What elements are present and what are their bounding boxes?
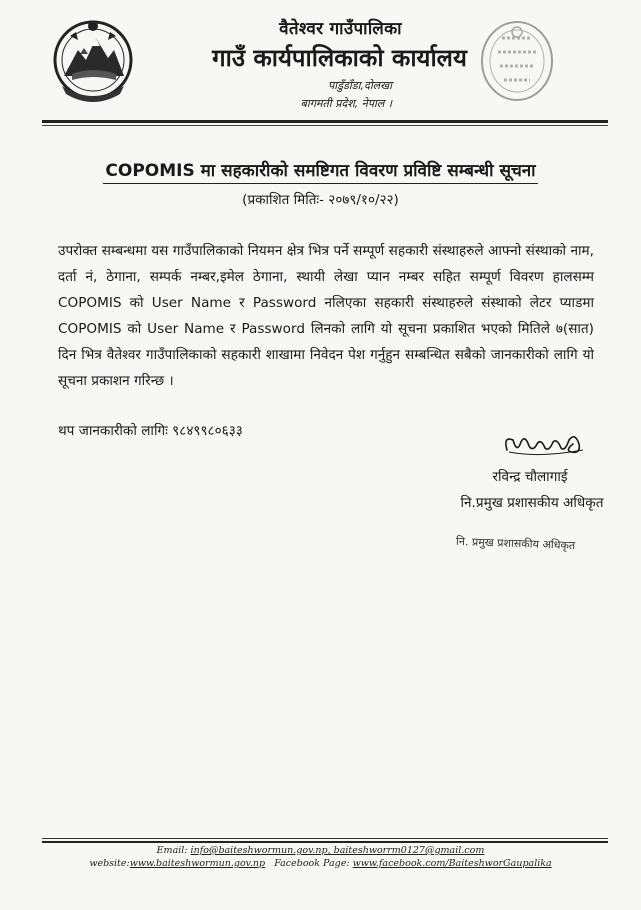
signature-icon [499,428,589,464]
website-link[interactable]: www.baiteshwormun.gov.np [129,858,266,869]
email-link[interactable]: info@baiteshwormun.gov.np, baiteshworrm0127@gmail.com [190,845,485,856]
municipality-name: वैतेश्वर गाउँपालिका [279,19,402,39]
email-label: Email: [156,845,188,856]
office-name: गाउँ कार्यपालिकाको कार्यालय [212,44,467,72]
official-seal-text: नि. प्रमुख प्रशासकीय अधिकृत [455,534,576,553]
contact-info: थप जानकारीको लागिः ९८४९९८०६३३ [58,423,243,439]
header-divider-thin [42,125,608,126]
published-date: (प्रकाशित मितिः- २०७९/१०/२२) [242,192,399,208]
notice-body: उपरोक्त सम्बन्धमा यस गाउँपालिकाको नियमन क्षेत्र भित्र पर्ने सम्पूर्ण सहकारी संस्थाहरुले आफ्नो संस्थाको नाम, दर्ता नं, ठेगाना, सम्पर्क नम्बर,इमेल ठेगाना, स्थायी लेखा प्यान नम्बर सहित सम्पूर्ण विवरण हालसम्म COPOMIS को User Name र Password नलिएका सहकारी संस्थाहरुले संस्थाको लेटर प्याडमा COPOMIS को User Name र Password लिनको लागि यो सूचना प्रकाशित भएको मितिले ७(सात) दिन भित्र वैतेश्वर गाउँपालिकाको सहकारी शाखामा निवेदन पेश गर्नुहुन सम्बन्धित सबैको जानकारीको लागि यो सूचना प्रकाशन गरिन्छ । [58,243,594,389]
facebook-link[interactable]: www.facebook.com/BaiteshworGaupalika [352,858,552,869]
address-line-1: पाडुँडाँडा,दोलखा [328,79,392,92]
office-heading [0,16,641,74]
signer-name: रविन्द्र चौलागाई [492,469,568,485]
header-divider [42,120,608,123]
website-label: website: [89,858,130,869]
footer-web-line [0,858,641,869]
footer-email-line [0,845,641,856]
address-line-2: बागमती प्रदेश, नेपाल । [300,97,392,110]
notice-title: COPOMIS मा सहकारीको समष्टिगत विवरण प्रविष्टि सम्बन्धी सूचना [0,158,641,181]
facebook-label: Facebook Page: [274,858,350,869]
signer-position: नि.प्रमुख प्रशासकीय अधिकृत [460,495,604,511]
footer-divider [42,838,608,839]
footer-divider-thick [42,841,608,843]
